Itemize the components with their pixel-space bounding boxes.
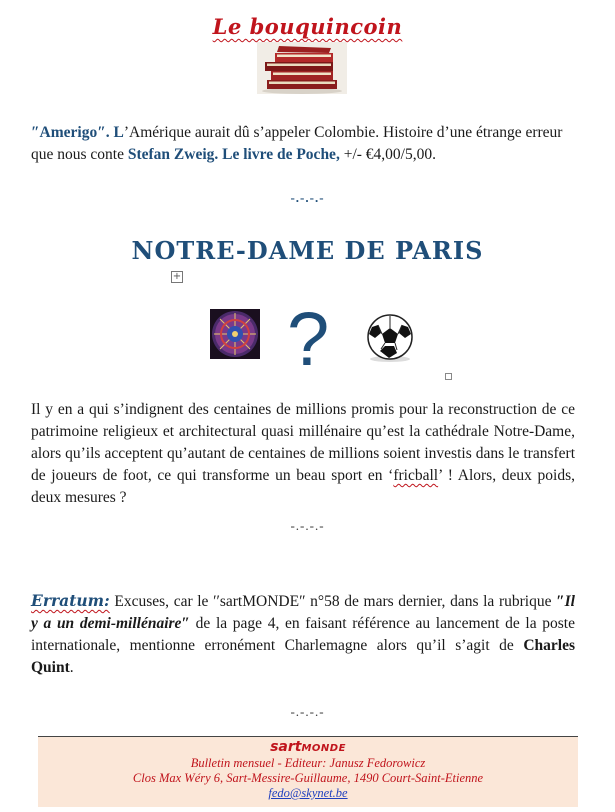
separator-1: -.-.-.- — [290, 190, 325, 205]
rose-window-icon — [210, 309, 260, 359]
charles-quint-name: Charles Quint — [31, 637, 575, 676]
notre-dame-text: Il y en a qui s’indignent des centaines de millions promis pour la reconstruction de ce patrimoine religieux et architectural quasi millénaire qu’est la cathédrale Notre-Dame, alors qu’ils acceptent qu’autant de centaines de millions soient investis dans le transfert de joueurs de foot, ce qui transforme un beau sport en ‘ — [31, 401, 575, 484]
resize-handle-icon[interactable] — [445, 373, 452, 380]
erratum-text: Excuses, car le ′′sartMONDE″ n°58 de mars dernier, dans la rubrique — [109, 593, 557, 610]
question-mark: ? — [287, 297, 330, 382]
brand-sart: sart — [270, 739, 302, 755]
erratum-paragraph — [31, 590, 575, 679]
notre-dame-paragraph — [31, 399, 575, 509]
separator-3: -.-.-.- — [290, 704, 325, 719]
rubrique-title: ″Il y a un demi-millénaire″ — [31, 593, 575, 632]
book-price: +/- €4,00/5,00. — [339, 146, 436, 163]
footer-address-line: Clos Max Wéry 6, Sart-Messire-Guillaume, 1490 Court-Saint-Etienne — [132, 771, 484, 785]
fricball-word: fricball — [393, 467, 439, 484]
amerigo-paragraph — [31, 122, 575, 166]
books-stack-icon — [257, 42, 347, 94]
footer-publisher-line: Bulletin mensuel - Editeur: Janusz Fedorowicz — [190, 756, 426, 770]
footer-box — [38, 736, 578, 807]
publisher-name: Le livre de Poche, — [222, 146, 340, 163]
notre-dame-title: NOTRE-DAME DE PARIS — [131, 236, 484, 265]
separator-2: -.-.-.- — [290, 518, 325, 533]
erratum-text-2: de la page 4, en faisant référence au lancement de la poste internationale, mentionne erronément Charlemagne alors qu’il s’agit de — [31, 615, 575, 654]
erratum-label: Erratum: — [31, 591, 110, 610]
footer-email-link[interactable]: fedo@skynet.be — [268, 786, 348, 800]
notre-dame-text-end: ’ ! Alors, deux poids, deux mesures ? — [31, 467, 575, 506]
table-move-handle-icon[interactable]: + — [172, 271, 182, 282]
footer-brand — [38, 740, 578, 756]
author-name: Stefan Zweig. — [127, 146, 219, 163]
erratum-end: . — [69, 659, 74, 676]
soccer-ball-icon — [362, 313, 418, 363]
amerigo-text: ’Amérique aurait dû s’appeler Colombie. Histoire d’une étrange erreur que nous conte — [31, 124, 563, 163]
amerigo-l-letter: L — [113, 124, 124, 141]
book-title-amerigo: ″Amerigo″. — [31, 124, 110, 141]
section-title-bouquincoin: Le bouquincoin — [212, 14, 403, 39]
brand-monde: MONDE — [301, 743, 346, 754]
